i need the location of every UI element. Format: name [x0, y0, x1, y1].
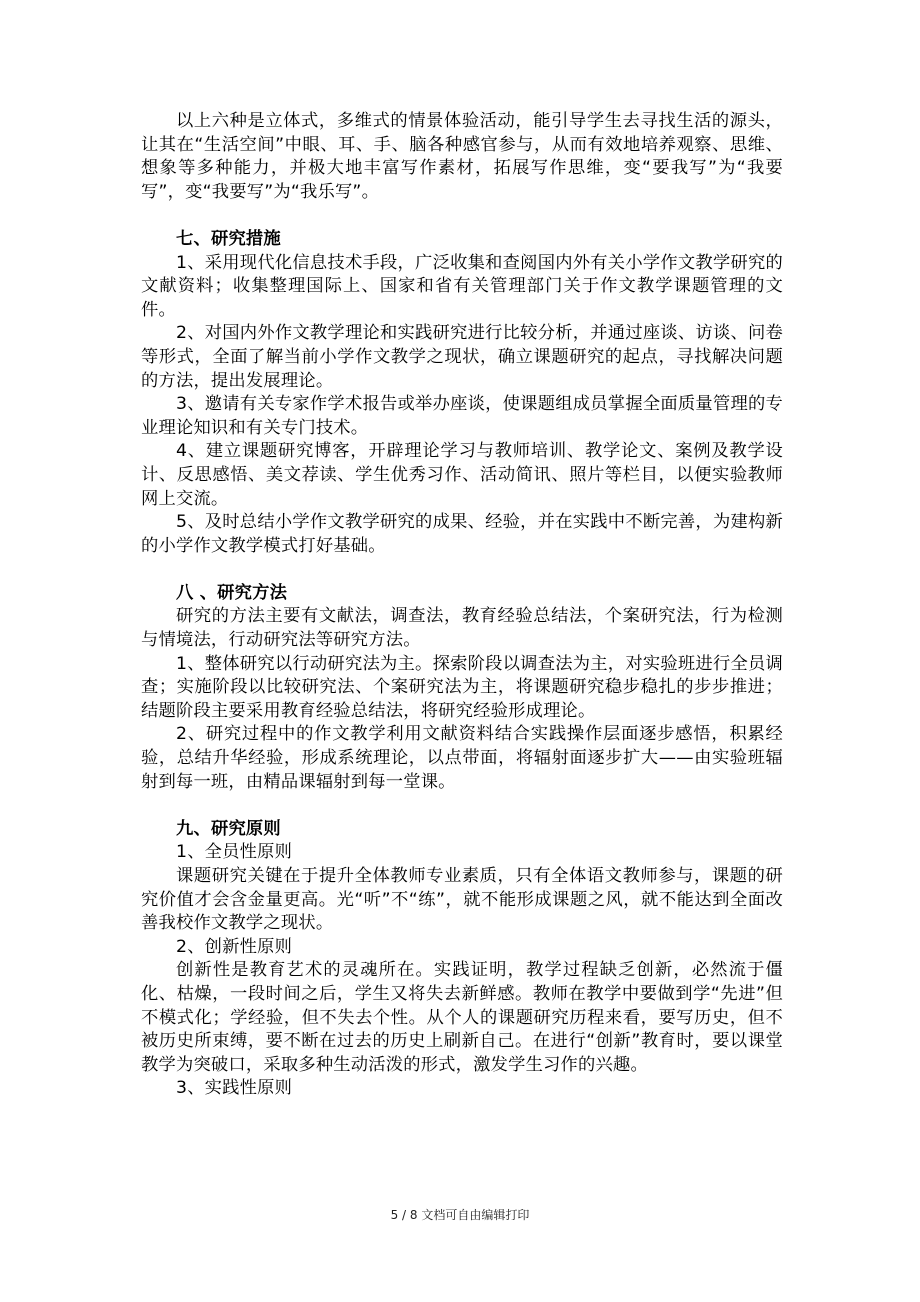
document-body — [141, 110, 783, 1101]
section-heading: 七、研究措施 — [176, 228, 281, 249]
section-heading: 八 、研究方法 — [176, 582, 288, 603]
body-paragraph: 1、整体研究以行动研究法为主。探索阶段以调查法为主，对实验班进行全员调查；实施阶段以比较研究法、个案研究法为主，将课题研究稳步稳扎的步步推进；结题阶段主要采用教育经验总结法，将研究经验形成理论。 — [141, 653, 783, 721]
page-footer: 5 / 8 文档可自由编辑打印 — [390, 1208, 530, 1222]
body-paragraph: 研究的方法主要有文献法，调查法，教育经验总结法，个案研究法，行为检测与情境法，行动研究法等研究方法。 — [141, 606, 783, 651]
body-paragraph: 2、研究过程中的作文教学利用文献资料结合实践操作层面逐步感悟，积累经验，总结升华经验，形成系统理论，以点带面，将辐射面逐步扩大——由实验班辐射到每一班，由精品课辐射到每一堂课。 — [141, 724, 783, 792]
body-paragraph: 4、建立课题研究博客，开辟理论学习与教师培训、教学论文、案例及教学设计、反思感悟、美文荐读、学生优秀习作、活动简讯、照片等栏目，以便实验教师网上交流。 — [141, 441, 783, 509]
paragraph-gap — [141, 794, 783, 818]
body-paragraph: 2、对国内外作文教学理论和实践研究进行比较分析，并通过座谈、访谈、问卷等形式，全面了解当前小学作文教学之现状，确立课题研究的起点，寻找解决问题的方法，提出发展理论。 — [141, 323, 783, 391]
section-heading: 九、研究原则 — [176, 818, 281, 839]
body-paragraph: 3、邀请有关专家作学术报告或举办座谈，使课题组成员掌握全面质量管理的专业理论知识和有关专门技术。 — [141, 394, 783, 438]
body-paragraph: 1、采用现代化信息技术手段，广泛收集和查阅国内外有关小学作文教学研究的文献资料；收集整理国际上、国家和省有关管理部门关于作文教学课题管理的文件。 — [141, 252, 783, 320]
body-paragraph: 1、全员性原则 — [176, 842, 293, 863]
body-paragraph: 3、实践性原则 — [176, 1078, 293, 1099]
body-paragraph: 以上六种是立体式，多维式的情景体验活动，能引导学生去寻找生活的源头，让其在“生活空间”中眼、耳、手、脑各种感官参与，从而有效地培养观察、思维、想象等多种能力，并极大地丰富写作素材，拓展写作思维，变“要我写”为“我要写”，变“我要写”为“我乐写”。 — [141, 111, 783, 202]
paragraph-gap — [141, 558, 783, 582]
body-paragraph: 创新性是教育艺术的灵魂所在。实践证明，教学过程缺乏创新，必然流于僵化、枯燥，一段时间之后，学生又将失去新鲜感。教师在教学中要做到学“先进”但不模式化；学经验，但不失去个性。从个人的课题研究历程来看，要写历史，但不被历史所束缚，要不断在过去的历史上刷新自己。在进行“创新”教育时，要以课堂教学为突破口，采取多种生动活泼的形式，激发学生习作的兴趣。 — [141, 960, 783, 1075]
body-paragraph: 2、创新性原则 — [176, 936, 293, 957]
paragraph-gap — [141, 204, 783, 228]
body-paragraph: 5、及时总结小学作文教学研究的成果、经验，并在实践中不断完善，为建构新的小学作文教学模式打好基础。 — [141, 512, 783, 556]
body-paragraph: 课题研究关键在于提升全体教师专业素质，只有全体语文教师参与，课题的研究价值才会含金量更高。光“听”不“练”，就不能形成课题之风，就不能达到全面改善我校作文教学之现状。 — [141, 866, 783, 934]
